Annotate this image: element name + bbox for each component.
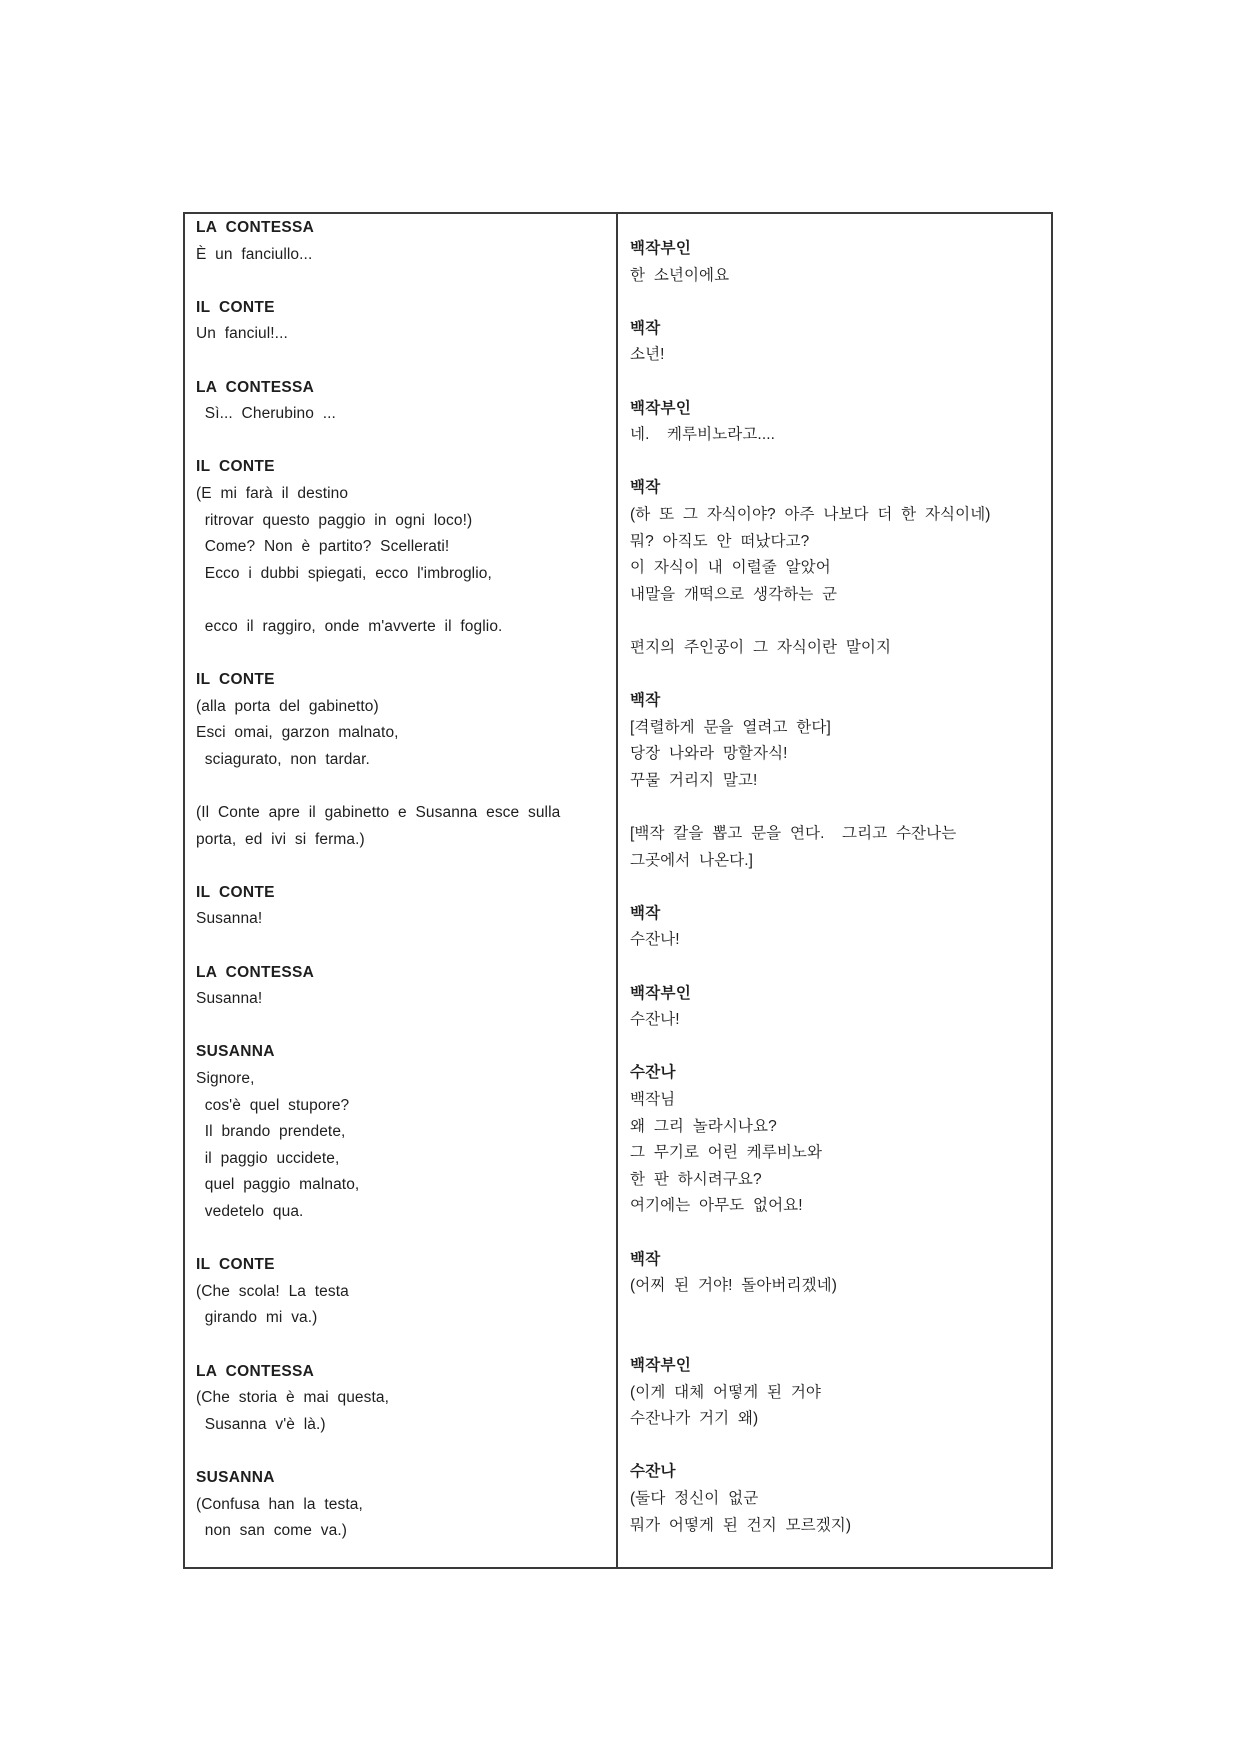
- blank-line: [630, 449, 1043, 476]
- speaker-name: IL CONTE: [196, 298, 275, 316]
- speaker-name: IL CONTE: [196, 458, 275, 476]
- blank-line: [196, 773, 608, 800]
- script-line: È un fanciullo...: [196, 245, 313, 263]
- blank-line: [630, 1300, 1043, 1327]
- script-line: vedetelo qua.: [196, 1202, 304, 1220]
- script-line: 수잔나가 거기 왜): [630, 1410, 759, 1428]
- blank-line: [196, 1013, 608, 1040]
- script-line: Come? Non è partito? Scellerati!: [196, 538, 450, 556]
- script-line: 네. 케루비노라고....: [630, 426, 776, 444]
- script-line: (Il Conte apre il gabinetto e Susanna esce sulla: [196, 804, 561, 822]
- script-line: (둘다 정신이 없군: [630, 1489, 759, 1507]
- blank-line: [630, 1326, 1043, 1353]
- blank-line: [196, 348, 608, 375]
- script-line: Un fanciul!...: [196, 325, 288, 343]
- script-line: girando mi va.): [196, 1309, 318, 1327]
- blank-line: [630, 794, 1043, 821]
- blank-line: [196, 1332, 608, 1359]
- script-line: 내말을 개떡으로 생각하는 군: [630, 585, 838, 603]
- blank-line: [630, 1433, 1043, 1460]
- speaker-name: 수잔나: [630, 1463, 676, 1481]
- speaker-name: SUSANNA: [196, 1468, 275, 1486]
- speaker-name: 백작: [630, 904, 661, 922]
- script-line: (Che storia è mai questa,: [196, 1389, 390, 1407]
- script-line: Susanna v'è là.): [196, 1415, 326, 1433]
- script-line: 한 소년이에요: [630, 266, 730, 284]
- script-line: (alla porta del gabinetto): [196, 697, 379, 715]
- script-line: 왜 그리 놀라시나요?: [630, 1117, 777, 1135]
- script-line: ritrovar questo paggio in ogni loco!): [196, 511, 473, 529]
- italian-column: [185, 214, 618, 1567]
- blank-line: [196, 268, 608, 295]
- script-line: 이 자식이 내 이럴줄 알았어: [630, 559, 831, 577]
- script-line: (E mi farà il destino: [196, 484, 349, 502]
- script-line: sciagurato, non tardar.: [196, 750, 370, 768]
- speaker-name: 백작부인: [630, 399, 692, 417]
- speaker-name: IL CONTE: [196, 883, 275, 901]
- script-line: 편지의 주인공이 그 자식이란 말이지: [630, 638, 892, 656]
- blank-line: [630, 954, 1043, 981]
- script-line: (Che scola! La testa: [196, 1282, 349, 1300]
- korean-column: [618, 214, 1051, 1567]
- script-line: ecco il raggiro, onde m'avverte il foglio.: [196, 617, 503, 635]
- script-line: Susanna!: [196, 990, 263, 1008]
- script-line: 여기에는 아무도 없어요!: [630, 1197, 803, 1215]
- script-line: 뭐? 아직도 안 떠났다고?: [630, 532, 810, 550]
- blank-line: [630, 1034, 1043, 1061]
- speaker-name: 백작: [630, 1250, 661, 1268]
- blank-line: [630, 1220, 1043, 1247]
- speaker-name: LA CONTESSA: [196, 219, 315, 236]
- script-line: (하 또 그 자식이야? 아주 나보다 더 한 자식이네): [630, 505, 991, 523]
- script-line: 꾸물 거리지 말고!: [630, 771, 758, 789]
- blank-line: [196, 933, 608, 960]
- script-line: [백작 칼을 뽑고 문을 연다. 그리고 수잔나는: [630, 825, 957, 843]
- script-line: (Confusa han la testa,: [196, 1495, 363, 1513]
- script-line: Susanna!: [196, 910, 263, 928]
- speaker-name: LA CONTESSA: [196, 963, 315, 981]
- script-line: porta, ed ivi si ferma.): [196, 830, 365, 848]
- speaker-name: IL CONTE: [196, 671, 275, 689]
- speaker-name: 백작: [630, 319, 661, 337]
- script-line: 소년!: [630, 346, 665, 364]
- script-line: Ecco i dubbi spiegati, ecco l'imbroglio,: [196, 564, 492, 582]
- script-line: Signore,: [196, 1070, 255, 1087]
- blank-line: [196, 587, 608, 614]
- script-line: cos'è quel stupore?: [196, 1096, 350, 1114]
- blank-line: [196, 1226, 608, 1253]
- script-line: non san come va.): [196, 1522, 347, 1540]
- blank-line: [630, 289, 1043, 316]
- script-line: quel paggio malnato,: [196, 1176, 360, 1194]
- blank-line: [630, 369, 1043, 396]
- speaker-name: 백작부인: [630, 240, 692, 257]
- speaker-name: LA CONTESSA: [196, 1362, 315, 1380]
- script-line: 그 무기로 어린 케루비노와: [630, 1144, 823, 1162]
- blank-line: [196, 428, 608, 455]
- blank-line: [196, 853, 608, 880]
- blank-line: [630, 608, 1043, 635]
- script-line: (어찌 된 거야! 돌아버리겠네): [630, 1277, 837, 1295]
- speaker-name: 백작: [630, 692, 661, 710]
- script-line: (이게 대체 어떻게 된 거야: [630, 1383, 821, 1401]
- script-line: 수잔나!: [630, 931, 680, 949]
- speaker-name: 백작부인: [630, 984, 692, 1002]
- script-line: il paggio uccidete,: [196, 1149, 340, 1167]
- script-line: [격렬하게 문을 열려고 한다]: [630, 718, 831, 736]
- speaker-name: IL CONTE: [196, 1256, 275, 1274]
- script-line: Esci omai, garzon malnato,: [196, 724, 399, 742]
- libretto-table: [183, 212, 1053, 1569]
- blank-line: [196, 641, 608, 668]
- speaker-name: LA CONTESSA: [196, 378, 315, 396]
- script-line: 당장 나와라 망할자식!: [630, 745, 788, 763]
- blank-line: [630, 874, 1043, 901]
- script-line: 그곳에서 나온다.]: [630, 851, 754, 869]
- speaker-name: 백작: [630, 479, 661, 497]
- script-line: Il brando prendete,: [196, 1123, 346, 1141]
- speaker-name: SUSANNA: [196, 1043, 275, 1061]
- speaker-name: 백작부인: [630, 1356, 692, 1374]
- blank-line: [630, 662, 1043, 689]
- script-line: 수잔나!: [630, 1011, 680, 1029]
- blank-line: [196, 1438, 608, 1465]
- speaker-name: 수잔나: [630, 1064, 676, 1082]
- script-line: 뭐가 어떻게 된 건지 모르겠지): [630, 1516, 852, 1534]
- script-line: Sì... Cherubino ...: [196, 405, 336, 423]
- script-line: 한 판 하시려구요?: [630, 1170, 762, 1188]
- script-line: 백작님: [630, 1091, 676, 1108]
